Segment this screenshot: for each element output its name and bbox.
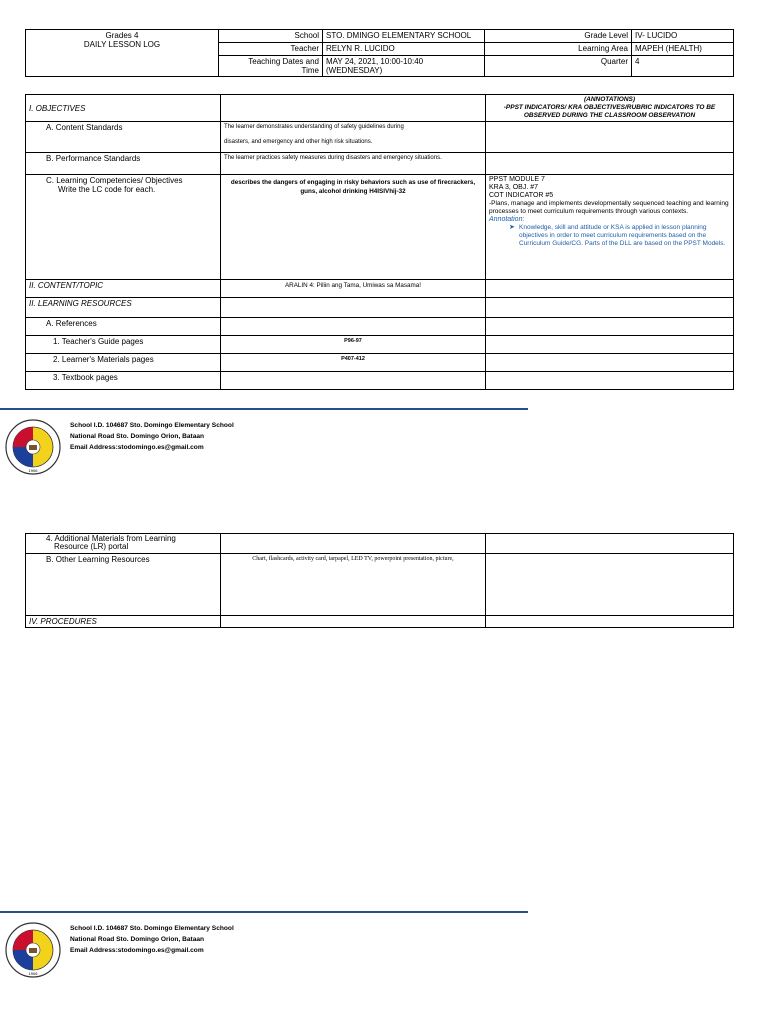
- tg-annotation: [486, 336, 734, 354]
- email-text: Email Address:stodomingo.es@gmail.com: [70, 947, 204, 954]
- school-seal-icon: [4, 418, 62, 476]
- plans-text: -Plans, manage and implements developmentally sequenced teaching and learning processes to meet curriculum requirements through various contexts.: [489, 200, 729, 215]
- procedures-annotation: [486, 616, 734, 628]
- textbook-label: 3. Textbook pages: [26, 372, 221, 390]
- dates-value: [323, 56, 485, 77]
- footer-1: [0, 408, 528, 473]
- additional-annotation: [486, 534, 734, 554]
- log-title: DAILY LESSON LOG: [83, 40, 161, 49]
- footer-line: [0, 911, 528, 913]
- grade-cell: [26, 30, 219, 77]
- references-annotation: [486, 318, 734, 336]
- competencies-value: describes the dangers of engaging in risky behaviors such as use of firecrackers, guns, alcohol drinking H4ISIVhij-32: [221, 175, 486, 280]
- content-standards-line2: disasters, and emergency and other high risk situations.: [224, 139, 373, 145]
- content-standards-label: A. Content Standards: [26, 122, 221, 153]
- cot-text: COT INDICATOR #5: [489, 192, 554, 199]
- quarter-label: Quarter: [485, 56, 632, 77]
- teacher-value: RELYN R. LUCIDO: [323, 43, 485, 56]
- lm-annotation: [486, 354, 734, 372]
- lesson-table: [25, 94, 734, 390]
- other-annotation: [486, 554, 734, 616]
- dates-value-line1: MAY 24, 2021, 10:00-10:40: [326, 57, 424, 66]
- footer-2: [0, 911, 528, 976]
- lm-value: P407-412: [221, 354, 486, 372]
- quarter-value: 4: [632, 56, 734, 77]
- performance-value: The learner practices safety measures during disasters and emergency situations.: [221, 153, 486, 175]
- header-table: [25, 29, 734, 77]
- school-id-text: School I.D. 104687 Sto. Domingo Elementary School: [70, 925, 234, 932]
- references-value: [221, 318, 486, 336]
- grade-level-value: IV- LUCIDO: [632, 30, 734, 43]
- footer-line: [0, 408, 528, 410]
- learning-resources-value: [221, 298, 486, 318]
- email-text: Email Address:stodomingo.es@gmail.com: [70, 444, 204, 451]
- content-standards-annotation: [486, 122, 734, 153]
- competencies-label: [26, 175, 221, 280]
- learning-resources-label: II. LEARNING RESOURCES: [26, 298, 221, 318]
- textbook-annotation: [486, 372, 734, 390]
- learning-area-value: MAPEH (HEALTH): [632, 43, 734, 56]
- references-label: A. References: [26, 318, 221, 336]
- seal-year: 1906: [28, 971, 38, 976]
- school-label: School: [219, 30, 323, 43]
- teacher-label: Teacher: [219, 43, 323, 56]
- competencies-line1: C. Learning Competencies/ Objectives: [46, 176, 183, 185]
- lesson-table-continued: [25, 533, 734, 628]
- footer-info: [70, 420, 234, 453]
- address-text: National Road Sto. Domingo Orion, Bataan: [70, 433, 205, 440]
- content-standards-value: [221, 122, 486, 153]
- other-value: Chart, flashcards, activity card, tarpapel, LED TV, powerpoint presentation, picture,: [221, 554, 486, 616]
- ppst-annotation: [486, 175, 734, 280]
- additional-value: [221, 534, 486, 554]
- tg-value: P96-97: [221, 336, 486, 354]
- kra-text: KRA 3, OBJ. #7: [489, 184, 539, 191]
- content-standards-line1: The learner demonstrates understanding of safety guidelines during: [224, 124, 404, 130]
- lm-label: 2. Learner's Materials pages: [26, 354, 221, 372]
- tg-label: 1. Teacher's Guide pages: [26, 336, 221, 354]
- learning-area-label: Learning Area: [485, 43, 632, 56]
- objectives-label: I. OBJECTIVES: [26, 95, 221, 122]
- address-text: National Road Sto. Domingo Orion, Bataan: [70, 936, 205, 943]
- performance-annotation: [486, 153, 734, 175]
- competencies-line2: Write the LC code for each.: [58, 185, 156, 194]
- annotations-sub: -PPST INDICATORS/ KRA OBJECTIVES/RUBRIC INDICATORS TO BE OBSERVED DURING THE CLASSROOM OBSERVATION: [503, 104, 716, 119]
- additional-label: [26, 534, 221, 554]
- dates-label: [219, 56, 323, 77]
- additional-line1: 4. Additional Materials from Learning: [46, 534, 176, 543]
- procedures-value: [221, 616, 486, 628]
- annotation-label: Annotation:: [489, 216, 525, 223]
- content-topic-annotation: [486, 280, 734, 298]
- annotations-title: (ANNOTATIONS): [583, 96, 636, 103]
- grade-text: Grades 4: [105, 31, 139, 40]
- school-value: STO. DMINGO ELEMENTARY SCHOOL: [323, 30, 485, 43]
- content-topic-value: ARALIN 4: Piliin ang Tama, Umiwas sa Masama!: [221, 280, 486, 298]
- objectives-value: [221, 95, 486, 122]
- annotation-item: ➤ Knowledge, skill and attitude or KSA is applied in lesson planning objectives in order to meet curriculum requirements based on the Curriculum Guide/CG. Parts of the DLL are based on the PPST Models.: [509, 224, 730, 248]
- dates-label-line2: Time: [301, 66, 319, 75]
- learning-resources-annotation: [486, 298, 734, 318]
- dates-label-line1: Teaching Dates and: [248, 57, 319, 66]
- annotations-header: [486, 95, 734, 122]
- procedures-label: IV. PROCEDURES: [26, 616, 221, 628]
- dates-value-line2: (WEDNESDAY): [326, 66, 383, 75]
- footer-info: [70, 923, 234, 956]
- performance-label: B. Performance Standards: [26, 153, 221, 175]
- seal-year: 1906: [28, 468, 38, 473]
- additional-line2: Resource (LR) portal: [54, 542, 129, 551]
- annotation-list: [489, 224, 730, 248]
- grade-level-label: Grade Level: [485, 30, 632, 43]
- other-label: B. Other Learning Resources: [26, 554, 221, 616]
- school-seal-icon: [4, 921, 62, 979]
- ppst-module: PPST MODULE 7: [489, 176, 545, 183]
- school-id-text: School I.D. 104687 Sto. Domingo Elementary School: [70, 422, 234, 429]
- content-topic-label: II. CONTENT/TOPIC: [26, 280, 221, 298]
- textbook-value: [221, 372, 486, 390]
